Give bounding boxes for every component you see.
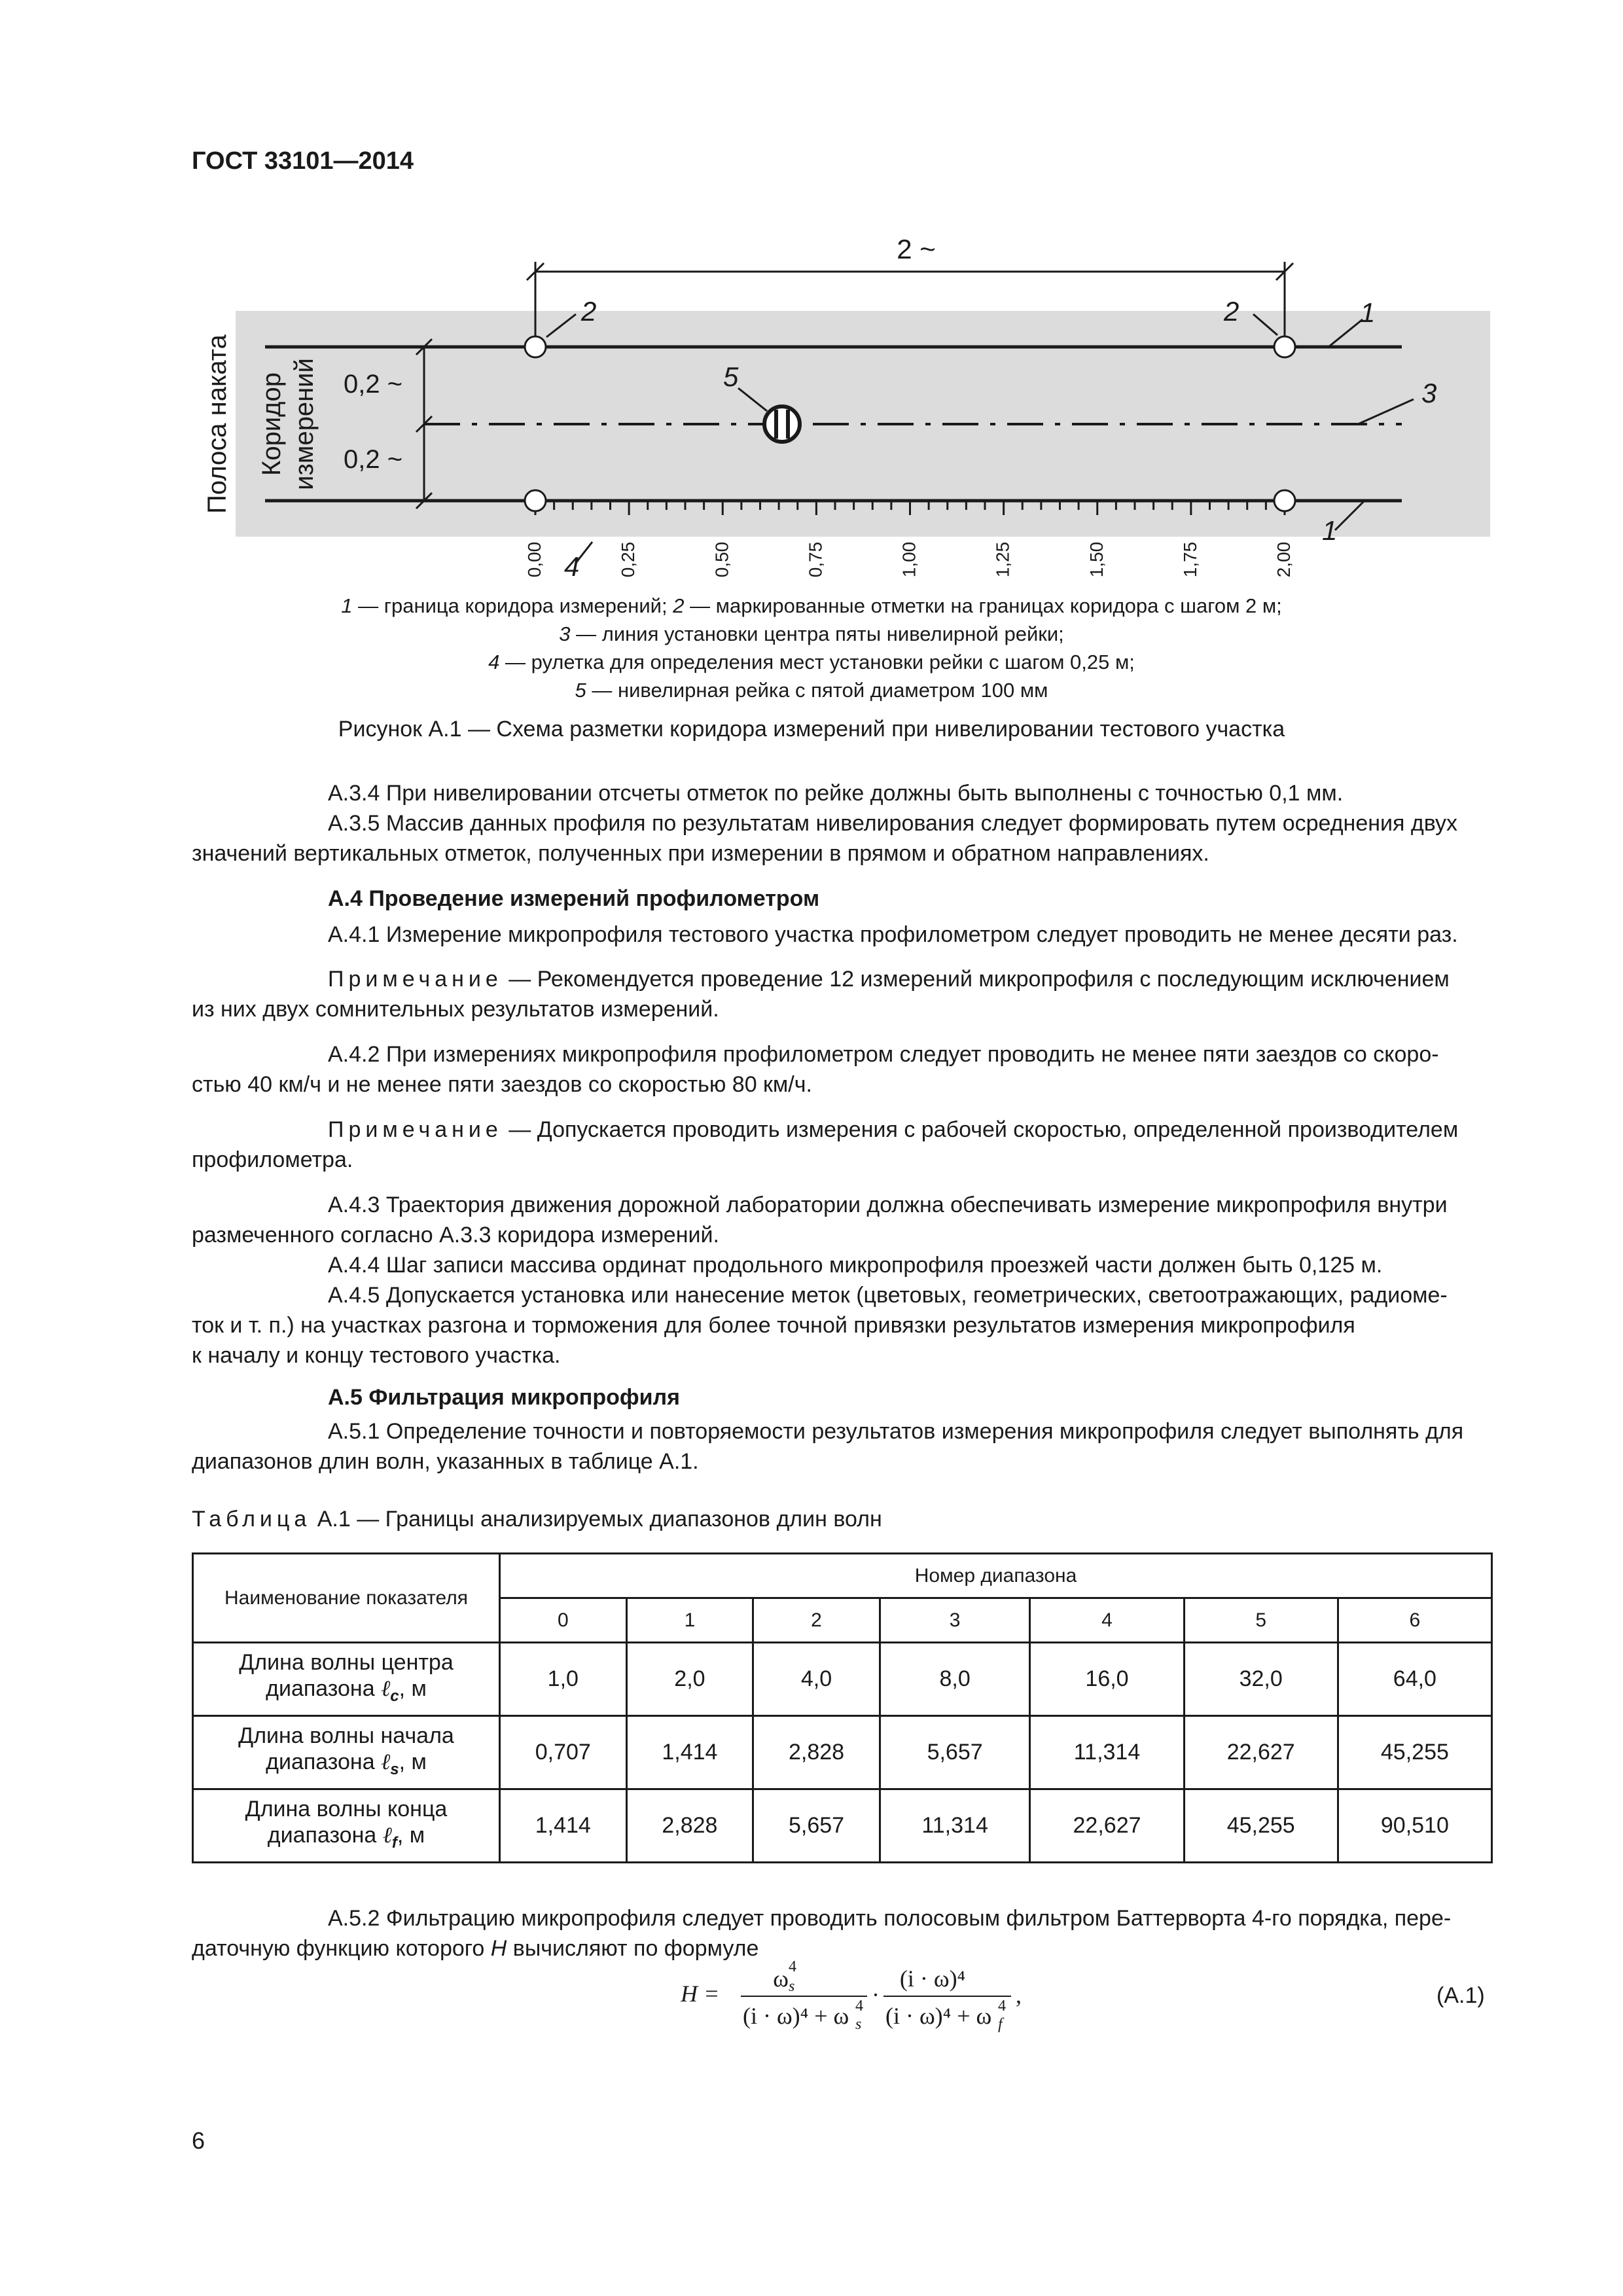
legend-item-1: 1 — граница коридора измерений; 2 — маркированные отметки на границах коридора с шагом 2 м; — [341, 594, 1282, 617]
table-cell: 0,707 — [500, 1716, 627, 1789]
paragraph-a51: А.5.1 Определение точности и повторяемости результатов измерения микропрофиля следует выполнять для диапазонов длин волн, указанных в таблице А.1. — [192, 1419, 1464, 1474]
row-name: Длина волны центра диапазона ℓ$_c$, м — [193, 1643, 500, 1716]
callout-3: 3 — [1421, 378, 1437, 408]
table-caption: Таблица А.1 — Границы анализируемых диапазонов длин волн — [192, 1507, 882, 1532]
corridor-label-2: измерений — [290, 358, 319, 490]
table-cell: 4,0 — [753, 1643, 880, 1716]
section-heading-a4: А.4 Проведение измерений профилометром — [328, 886, 820, 911]
table-cell: 16,0 — [1030, 1643, 1184, 1716]
range-number: 1 — [626, 1598, 753, 1643]
ruler-tick-label: 0,75 — [805, 541, 826, 578]
table-cell: 90,510 — [1338, 1789, 1491, 1863]
ruler-tick-label: 0,00 — [524, 541, 544, 578]
callout-1-top: 1 — [1360, 297, 1376, 328]
legend-item-3: 3 — линия установки центра пяты нивелирной рейки; — [559, 622, 1064, 645]
dim-top-label: 2 ~ — [897, 234, 936, 264]
table-header-range: Номер диапазона — [500, 1554, 1492, 1598]
table-cell: 1,0 — [500, 1643, 627, 1716]
paragraph-a45: А.4.5 Допускается установка или нанесение меток (цветовых, геометрических, светоотражающих, радиоме- ток и т. п.) на участках разгона и торможения для более точной привязки результатов измерения микропрофиля к началу и концу тестового участка. — [192, 1283, 1448, 1368]
ruler-tick-label: 1,75 — [1179, 541, 1200, 578]
table-cell: 45,255 — [1338, 1716, 1491, 1789]
svg-text:4: 4 — [998, 1998, 1006, 2015]
table-cell: 22,627 — [1184, 1716, 1338, 1789]
paragraph-a52: А.5.2 Фильтрацию микропрофиля следует проводить полосовым фильтром Баттерворта 4-го порядка, пере- даточную функцию которого H вычисляют по формуле — [192, 1906, 1452, 1961]
callout-4: 4 — [564, 551, 580, 582]
callout-1-bottom: 1 — [1322, 515, 1338, 546]
svg-text:,: , — [1016, 1982, 1022, 2008]
svg-text:f: f — [998, 2016, 1003, 2033]
row-name: Длина волны начала диапазона ℓ$_s$, м — [193, 1716, 500, 1789]
paragraph-a34: А.3.4 При нивелировании отсчеты отметок по рейке должны быть выполнены с точностью 0,1 мм. — [328, 781, 1344, 806]
range-number: 6 — [1338, 1598, 1491, 1643]
range-number: 3 — [880, 1598, 1030, 1643]
formula-number: (А.1) — [1436, 1983, 1485, 2008]
paragraph-a44: А.4.4 Шаг записи массива ординат продольного микропрофиля проезжей части должен быть 0,125 м. — [328, 1253, 1383, 1278]
paragraph-a41: А.4.1 Измерение микропрофиля тестового участка профилометром следует проводить не менее десяти раз. — [328, 922, 1458, 947]
table-cell: 2,828 — [753, 1716, 880, 1789]
section-heading-a5: А.5 Фильтрация микропрофиля — [328, 1385, 680, 1410]
legend-item-4: 4 — рулетка для определения мест установки рейки с шагом 0,25 м; — [488, 651, 1135, 673]
dim-upper-label: 0,2 ~ — [344, 370, 403, 399]
butterworth-formula — [681, 1957, 1047, 2036]
ruler-tick-label: 1,50 — [1086, 541, 1107, 578]
table-cell: 11,314 — [1030, 1716, 1184, 1789]
range-number: 2 — [753, 1598, 880, 1643]
svg-text:(i · ω)⁴: (i · ω)⁴ — [899, 1965, 966, 1992]
dim-lower-label: 0,2 ~ — [344, 445, 403, 474]
svg-text:4: 4 — [789, 1958, 796, 1975]
table-cell: 11,314 — [880, 1789, 1030, 1863]
table-cell: 5,657 — [880, 1716, 1030, 1789]
table-cell: 64,0 — [1338, 1643, 1491, 1716]
svg-text:(i · ω)⁴ + ω: (i · ω)⁴ + ω — [885, 2003, 992, 2029]
strip-label: Полоса наката — [203, 334, 232, 514]
corridor-label-1: Коридор — [257, 372, 286, 476]
callout-2-right: 2 — [1224, 296, 1240, 327]
range-number: 5 — [1184, 1598, 1338, 1643]
paragraph-a35: А.3.5 Массив данных профиля по результатам нивелирования следует формировать путем осреднения двух значений вертикальных отметок, полученных при измерении в прямом и обратном направлениях. — [192, 811, 1458, 866]
leveling-rod-icon — [764, 406, 800, 442]
table-row — [193, 1716, 1492, 1789]
figure-caption: Рисунок А.1 — Схема разметки коридора измерений при нивелировании тестового участка — [338, 717, 1285, 742]
table-cell: 2,0 — [626, 1643, 753, 1716]
paragraph-a42: А.4.2 При измерениях микропрофиля профилометром следует проводить не менее пяти заездов со скоро- стью 40 км/ч и не менее пяти заездов со скоростью 80 км/ч. — [192, 1042, 1439, 1097]
ruler-tick-label: 1,00 — [899, 541, 919, 578]
table-cell: 45,255 — [1184, 1789, 1338, 1863]
note-2: Примечание — Допускается проводить измерения с рабочей скоростью, определенной производителем профилометра. — [192, 1117, 1459, 1172]
table-cell: 32,0 — [1184, 1643, 1338, 1716]
note-1: Примечание — Рекомендуется проведение 12 измерений микропрофиля с последующим исключением из них двух сомнительных результатов измерений. — [192, 967, 1450, 1022]
boundary-mark-bottom-left — [525, 490, 546, 511]
ruler-tick-label: 1,25 — [992, 541, 1013, 578]
svg-text:s: s — [789, 1978, 795, 1995]
boundary-mark-top-left — [525, 336, 546, 357]
table-row — [193, 1789, 1492, 1863]
range-number: 4 — [1030, 1598, 1184, 1643]
svg-text:ω: ω — [773, 1965, 789, 1992]
callout-2-left: 2 — [581, 296, 597, 327]
ruler-tick-label: 0,25 — [618, 541, 639, 578]
page-number: 6 — [192, 2127, 205, 2154]
table-cell: 22,627 — [1030, 1789, 1184, 1863]
svg-text:4: 4 — [855, 1998, 863, 2015]
ruler-tick-label: 2,00 — [1274, 541, 1294, 578]
corridor-marking-diagram — [0, 0, 1623, 655]
table-cell: 5,657 — [753, 1789, 880, 1863]
row-name: Длина волны конца диапазона ℓ$_f$, м — [193, 1789, 500, 1863]
callout-5: 5 — [723, 361, 739, 392]
table-cell: 1,414 — [500, 1789, 627, 1863]
boundary-mark-top-right — [1274, 336, 1295, 357]
wavelength-ranges-table — [192, 1552, 1493, 1863]
table-cell: 2,828 — [626, 1789, 753, 1863]
legend-item-5: 5 — нивелирная рейка с пятой диаметром 100 мм — [575, 679, 1048, 702]
table-cell: 8,0 — [880, 1643, 1030, 1716]
svg-text:(i · ω)⁴ + ω: (i · ω)⁴ + ω — [743, 2003, 849, 2029]
ruler-labels — [524, 542, 1294, 578]
range-number: 0 — [500, 1598, 627, 1643]
paragraph-a43: А.4.3 Траектория движения дорожной лаборатории должна обеспечивать измерение микропрофиля внутри размеченного согласно А.3.3 коридора измерений. — [192, 1193, 1448, 1247]
document-header: ГОСТ 33101—2014 — [192, 147, 414, 175]
svg-text:s: s — [855, 2016, 862, 2033]
ruler-tick-label: 0,50 — [711, 541, 732, 578]
table-row — [193, 1643, 1492, 1716]
boundary-mark-bottom-right — [1274, 490, 1295, 511]
svg-text:·: · — [872, 1982, 880, 2008]
table-header-name: Наименование показателя — [193, 1554, 500, 1643]
svg-text:H =: H = — [681, 1981, 720, 2007]
table-cell: 1,414 — [626, 1716, 753, 1789]
